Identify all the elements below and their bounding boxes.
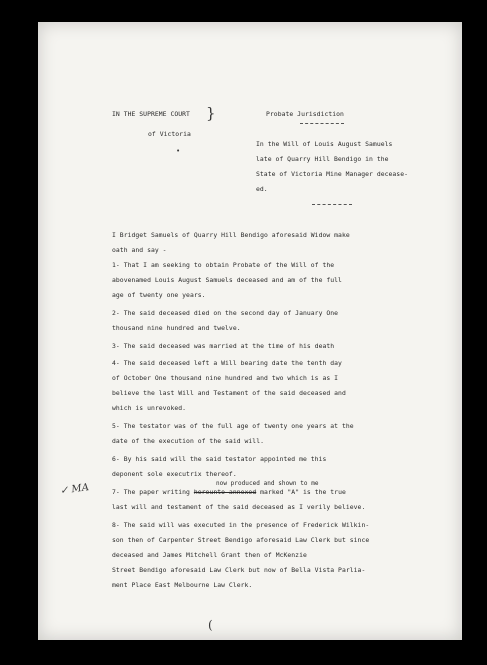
court-brace: } — [206, 104, 216, 122]
estate-line-2: late of Quarry Hill Bendigo in the — [256, 155, 389, 163]
para-8-line-1: 8- The said will was executed in the presence of Frederick Wilkin- — [112, 521, 370, 529]
court-name: IN THE SUPREME COURT — [112, 110, 190, 118]
court-state: of Victoria — [148, 130, 191, 138]
para-line-10: which is unrevoked. — [112, 404, 187, 412]
para-line-3: age of twenty one years. — [112, 291, 206, 299]
jurisdiction-underline — [300, 123, 344, 124]
para-line-6: 3- The said deceased was married at the time of his death — [112, 342, 335, 350]
para-line-14: deponent sole executrix thereof. — [112, 470, 237, 478]
para-line-8: of October One thousand nine hundred and two which is as I — [112, 374, 339, 382]
oath-line: oath and say - — [112, 246, 167, 254]
para-line-5: thousand nine hundred and twelve. — [112, 324, 241, 332]
jurisdiction: Probate Jurisdiction — [266, 110, 344, 118]
para-line-13: 6- By his said will the said testator appointed me this — [112, 455, 327, 463]
para-8-line-2: son then of Carpenter Street Bendigo aforesaid Law Clerk but since — [112, 536, 370, 544]
para-line-11: 5- The testator was of the full age of twenty one years at the — [112, 422, 354, 430]
para-line-2: abovenamed Louis August Samuels deceased and am of the full — [112, 276, 342, 284]
para-7-insertion: now produced and shown to me — [216, 480, 319, 487]
para-8-line-4: Street Bendigo aforesaid Law Clerk but now of Bella Vista Parlia- — [112, 566, 366, 574]
estate-separator — [312, 204, 352, 205]
bottom-pen-stroke: ( — [208, 618, 213, 632]
margin-initials: ✓ MA — [59, 482, 90, 497]
para-8-line-5: ment Place East Melbourne Law Clerk. — [112, 581, 253, 589]
para-line-4: 2- The said deceased died on the second day of January One — [112, 309, 339, 317]
deponent-intro: I Bridget Samuels of Quarry Hill Bendigo aforesaid Widow make — [112, 231, 350, 239]
estate-line-4: ed. — [256, 185, 268, 193]
para-8-line-3: deceased and James Mitchell Grant then of McKenzie — [112, 551, 307, 559]
para-7-line-2: last will and testament of the said deceased as I verily believe. — [112, 503, 366, 511]
para-7-line-1: 7- The paper writing hereunto annexed marked "A" is the true — [112, 488, 346, 496]
para-line-12: date of the execution of the said will. — [112, 437, 265, 445]
para-line-9: believe the last Will and Testament of the said deceased and — [112, 389, 346, 397]
document-page — [38, 22, 462, 640]
estate-line-1: In the Will of Louis August Samuels — [256, 140, 393, 148]
para-line-1: 1- That I am seeking to obtain Probate of the Will of the — [112, 261, 335, 269]
struck-text: hereunto annexed — [193, 488, 257, 496]
pen-dot: • — [176, 147, 181, 155]
estate-line-3: State of Victoria Mine Manager decease- — [256, 170, 409, 178]
para-line-7: 4- The said deceased left a Will bearing date the tenth day — [112, 359, 342, 367]
